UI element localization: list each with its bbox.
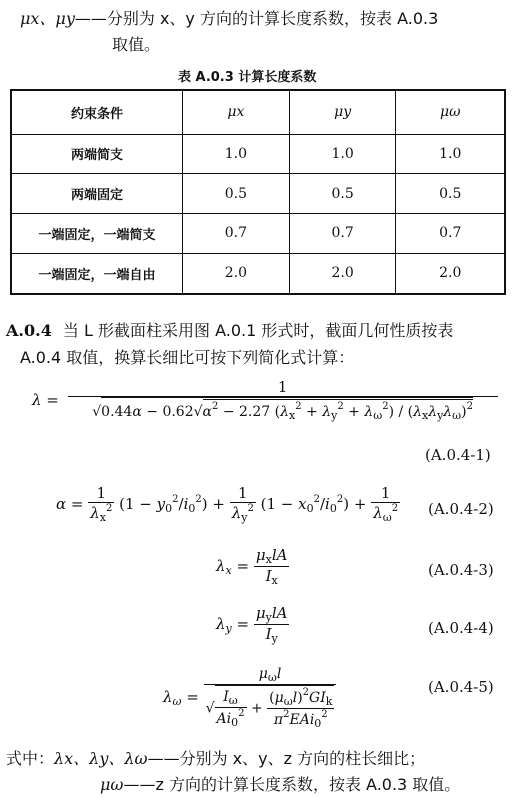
table-header-row	[11, 90, 505, 134]
table-row	[11, 174, 505, 214]
table-row	[11, 134, 505, 174]
row-value: 0.5	[396, 174, 505, 214]
row-constraint: 两端简支	[11, 134, 183, 174]
footer-line-2	[100, 772, 460, 795]
row-value: 0.7	[183, 214, 290, 254]
section-number: A.0.4	[6, 321, 52, 340]
intro-line-1-text: ——分别为 x、y 方向的计算长度系数，按表 A.0.3	[74, 9, 439, 28]
section-text-1: 当 L 形截面柱采用图 A.0.1 形式时，截面几何性质按表	[62, 321, 454, 340]
row-value: 1.0	[183, 134, 290, 174]
row-value: 2.0	[396, 253, 505, 294]
eq1-lhs: λ =	[32, 391, 59, 409]
eq1-denominator: $√0.44\alpha - 0.62√\alpha^2 - 2.27$ $(\lambda_x^2 + \lambda_y^2 + \lambda_\omega^2) / (\lambda_x\lambda_y\lambda_\omega)^2$	[68, 396, 498, 422]
row-value: 2.0	[183, 253, 290, 294]
equation-3: $\lambda_x$ = $\frac{\mu_xlA}{I_x}$	[216, 546, 288, 587]
row-value: 1.0	[396, 134, 505, 174]
intro-line-1	[20, 6, 438, 29]
footer-line-2-text: ——z 方向的计算长度系数，按表 A.0.3 取值。	[123, 775, 461, 794]
row-constraint: 两端固定	[11, 174, 183, 214]
footer-lead: 式中：	[6, 749, 55, 768]
equation-1	[32, 378, 498, 422]
eq5-number: (A.0.4-5)	[428, 678, 494, 696]
table-caption: 表 A.0.3 计算长度系数	[178, 70, 317, 85]
footer-line-1-text: ——分别为 x、y、z 方向的柱长细比；	[147, 749, 426, 768]
row-value: 1.0	[289, 134, 396, 174]
row-value: 2.0	[289, 253, 396, 294]
section-line-1	[6, 318, 453, 341]
row-constraint: 一端固定，一端自由	[11, 253, 183, 294]
row-value: 0.5	[183, 174, 290, 214]
eq1-number: (A.0.4-1)	[425, 446, 491, 464]
equation-2: α = $\frac{1}{\lambda_x^2}$ $(1 - y_0^2/i_0^2)$ + $\frac{1}{\lambda_y^2}$ $(1 - x_0^2/i_0^2)$ + $\frac{1}{\lambda_\omega^2}$	[56, 484, 399, 524]
eq3-number: (A.0.4-3)	[428, 561, 494, 579]
table-row	[11, 253, 505, 294]
eq1-numerator: 1	[277, 378, 288, 396]
header-mu-omega: μω	[396, 90, 505, 134]
intro-line-2: 取值。	[112, 35, 161, 54]
row-value: 0.7	[289, 214, 396, 254]
mu-xy-symbol: μx、μy	[20, 9, 75, 28]
equation-5: $\lambda_\omega$ = $\mu_\omega l$ √ $\frac{I_\omega}{Ai_0^2}$ + $\frac{(\mu_\omega l)^2GI_k}{\pi^2EAi_0^2}$	[163, 666, 336, 730]
row-value: 0.7	[396, 214, 505, 254]
row-value: 0.5	[289, 174, 396, 214]
table-row	[11, 214, 505, 254]
mu-omega-symbol: μω	[100, 775, 124, 794]
footer-line-1	[6, 746, 425, 769]
header-mu-x: μx	[183, 90, 290, 134]
eq2-number: (A.0.4-2)	[428, 500, 494, 518]
coefficient-table	[10, 89, 506, 295]
equation-4: $\lambda_y$ = $\frac{\mu_ylA}{I_y}$	[216, 604, 288, 645]
lambda-symbols: λx、λy、λω	[54, 749, 148, 768]
eq4-number: (A.0.4-4)	[428, 619, 494, 637]
section-line-2: A.0.4 取值，换算长细比可按下列简化式计算：	[20, 348, 355, 367]
header-mu-y: μy	[289, 90, 396, 134]
row-constraint: 一端固定，一端简支	[11, 214, 183, 254]
header-constraint: 约束条件	[11, 90, 183, 134]
